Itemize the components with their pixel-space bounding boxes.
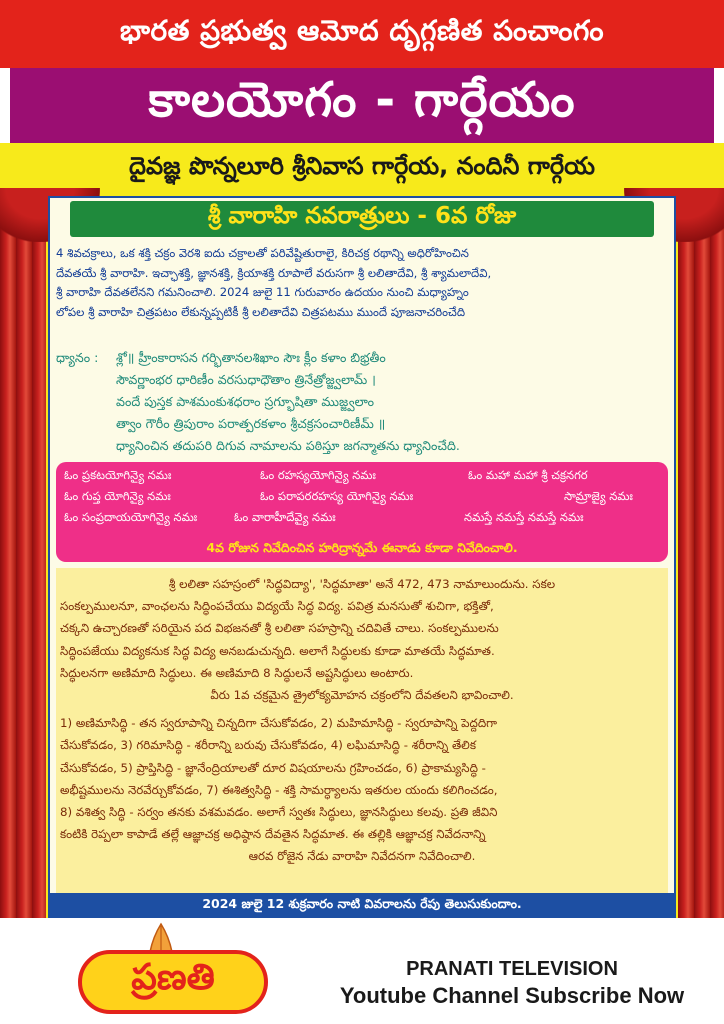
subscribe-text: Youtube Channel Subscribe Now [339, 983, 685, 1008]
offering-line [56, 537, 668, 561]
dhyana-line: త్వాం గౌరీం త్రిపురాం పరాత్పరకళాం శ్రీచక్రసంచారిణీమ్ ॥ [116, 416, 386, 431]
top-banner [0, 0, 724, 68]
body-line: 8) వశిత్వ సిద్ధి - సర్వం తనకు వశమవడం. అలాగే స్వతః సిద్ధులు, జ్ఞానసిద్ధులు కలవు. ప్రతి జీవిని [60, 805, 498, 820]
authors-line [0, 145, 724, 193]
names-row [64, 487, 664, 508]
body-line: చక్కని ఉచ్చారణతో సరియైన పద విభజనతో శ్రీ లలితా సహస్రాన్ని చదివితే చాలు. సంకల్పములను [60, 621, 499, 636]
name-item: ఓం గుప్త యోగిన్యై నమః [64, 489, 171, 503]
channel-name: PRANATI TELEVISION [406, 958, 618, 980]
top-banner-text: భారత ప్రభుత్వ ఆమోద దృగ్గణిత పంచాంగం [119, 14, 605, 47]
footer-note: 2024 జులై 12 శుక్రవారం నాటి వివరాలను రేపు తెలుసుకుందాం. [202, 895, 522, 911]
intro-line: లోపల శ్రీ వారాహి చిత్రపటం లేకున్నప్పటికీ శ్రీ లలితాదేవి చిత్రపటము ముందే పూజనాచరించేది [56, 304, 466, 319]
body-line: అభీష్టములను నెరవేర్చుకోవడం, 7) ఈశిత్వసిద్ధి - శక్తి సామర్ధ్యాలను ఇతరుల యందు కలిగించడం, [60, 782, 498, 797]
body-line: చేసుకోవడం, 3) గరిమాసిద్ధి - శరీరాన్ని బరువు చేసుకోవడం, 4) లఘిమాసిద్ధి - శరీరాన్ని తేలిక [60, 738, 476, 753]
names-grid [64, 466, 664, 529]
dhyana-line: శ్లో॥ హ్రీంకారాసన గర్భితానలశిఖాం సౌః క్లీం కళాం బిభ్రతీం [116, 350, 386, 365]
footer-bar [48, 893, 676, 917]
name-item: సామ్రాజ్యై నమః [564, 489, 633, 503]
names-row [64, 508, 664, 529]
dhyana-line: సౌవర్ణాంభర ధారిణీం వరసుధాధౌతాం త్రినేత్రోజ్జ్వలామ్ । [116, 372, 376, 387]
body-line: కంటికి రెప్పలా కాపాడే తల్లే ఆజ్ఞాచక్ర అధిష్ఠాన దేవతైన సిద్ధమాత. ఈ తల్లికి ఆజ్ఞాచక్ర నివేదనాన్ని [60, 827, 486, 842]
body-line: 1) అణిమాసిద్ధి - తన స్వరూపాన్ని చిన్నదిగా చేసుకోవడం, 2) మహిమాసిద్ధి - స్వరూపాన్ని పెద్దదిగా [60, 716, 498, 731]
right-curtain-decoration [678, 190, 724, 918]
intro-line: శ్రీ వారాహి దేవతలేనని గమనించాలి. 2024 జులై 11 గురువారం ఉదయం నుంచి మధ్యాహ్నం [56, 285, 469, 300]
name-item: ఓం సంప్రదాయయోగిన్యై నమః [64, 510, 198, 524]
names-row [64, 466, 664, 487]
logo-text: ప్రణతి [131, 957, 215, 998]
name-item: ఓం రహస్యయోగిన్యై నమః [260, 468, 376, 482]
dhyana-section [56, 347, 668, 457]
name-item: ఓం ప్రకటయోగిన్యై నమః [64, 468, 172, 482]
authors-text: దైవజ్ఞ పొన్నలూరి శ్రీనివాస గార్గేయ, నందినీ గార్గేయ [129, 152, 595, 180]
left-curtain-decoration [0, 190, 46, 918]
intro-line: దేవతయే శ్రీ వారాహి. ఇచ్ఛాశక్తి, జ్ఞానశక్తి, క్రియాశక్తి రూపాలే వరుసగా శ్రీ లలితాదేవి, శ్రీ శ్యామలాదేవి, [56, 265, 492, 280]
subtitle-text: శ్రీ వారాహి నవరాత్రులు - 6వ రోజు [207, 203, 517, 229]
offering-text: 4వ రోజున నివేదించిన హరిద్రాన్నమే ఈనాడు కూడా నివేదించాలి. [206, 539, 518, 555]
name-item: ఓం మహా మహా శ్రీ చక్రనగర [468, 468, 588, 482]
page-title: కాలయోగం - గార్గేయం [148, 71, 576, 128]
body-text [60, 573, 664, 868]
body-line: సంకల్పములనూ, వాంఛలను సిద్ధింపచేయు విద్యయే సిద్ధ విద్య. పవిత్ర మనసుతో శుచిగా, భక్తితో, [60, 599, 494, 614]
channel-info [312, 958, 712, 1009]
body-line: సిద్ధులనగా అణిమాది సిద్ధులు. ఈ అణిమాది 8 సిద్ధులనే అష్టసిద్ధులు అంటారు. [60, 665, 414, 680]
dhyana-line: ధ్యానించిన తదుపరి దిగువ నామాలను పఠిస్తూ జగన్మాతను ధ్యానించేది. [116, 438, 460, 453]
name-item: ఓం వారాహీదేవ్యై నమః [234, 510, 336, 524]
body-center-line: వీరు 1వ చక్రమైన త్రైలోక్యమోహన చక్రంలోని దేవతలని భావించాలి. [210, 688, 514, 703]
intro-line: 4 శివచక్రాలు, ఒక శక్తి చక్రం వెరశి ఐదు చక్రాలతో పరివేష్టితురాలై, కిరిచక్ర రథాన్ని అధిరోహించిన [56, 246, 469, 260]
dhyana-line: వందే పుస్తక పాశమంకుశధరాం స్రగ్భూషితా ముజ్జ్వలాం [116, 394, 375, 409]
dhyana-label: ధ్యానం : [56, 350, 99, 365]
body-line: చేసుకోవడం, 5) ప్రాప్తిసిద్ధి - జ్ఞానేంద్రియాలతో దూర విషయాలను గ్రహించడం, 6) ప్రాకామ్యసిద్ధి - [60, 760, 486, 775]
body-line: శ్రీ లలితా సహస్రంలో 'సిద్ధవిద్యా', 'సిద్ధమాతా' అనే 472, 473 నామాలుందును. సకల [168, 577, 556, 591]
name-item: ఓం పరాపరరహస్య యోగిన్యై నమః [260, 489, 414, 503]
pranati-logo [78, 950, 268, 1014]
body-line: ఆరవ రోజైన నేడు వారాహి నివేదనగా నివేదించాలి. [248, 849, 476, 864]
name-item: నమస్తే నమస్తే నమస్తే నమః [464, 510, 584, 524]
body-line: సిద్ధింపజేయు విద్యకనుక సిద్ధ విద్య అనబడుచున్నది. అలాగే సిద్ధులకు కూడా మాతయే సిద్ధమాత. [60, 643, 495, 658]
subtitle-box [70, 201, 654, 237]
title-banner [10, 68, 714, 143]
intro-paragraph [56, 244, 668, 322]
